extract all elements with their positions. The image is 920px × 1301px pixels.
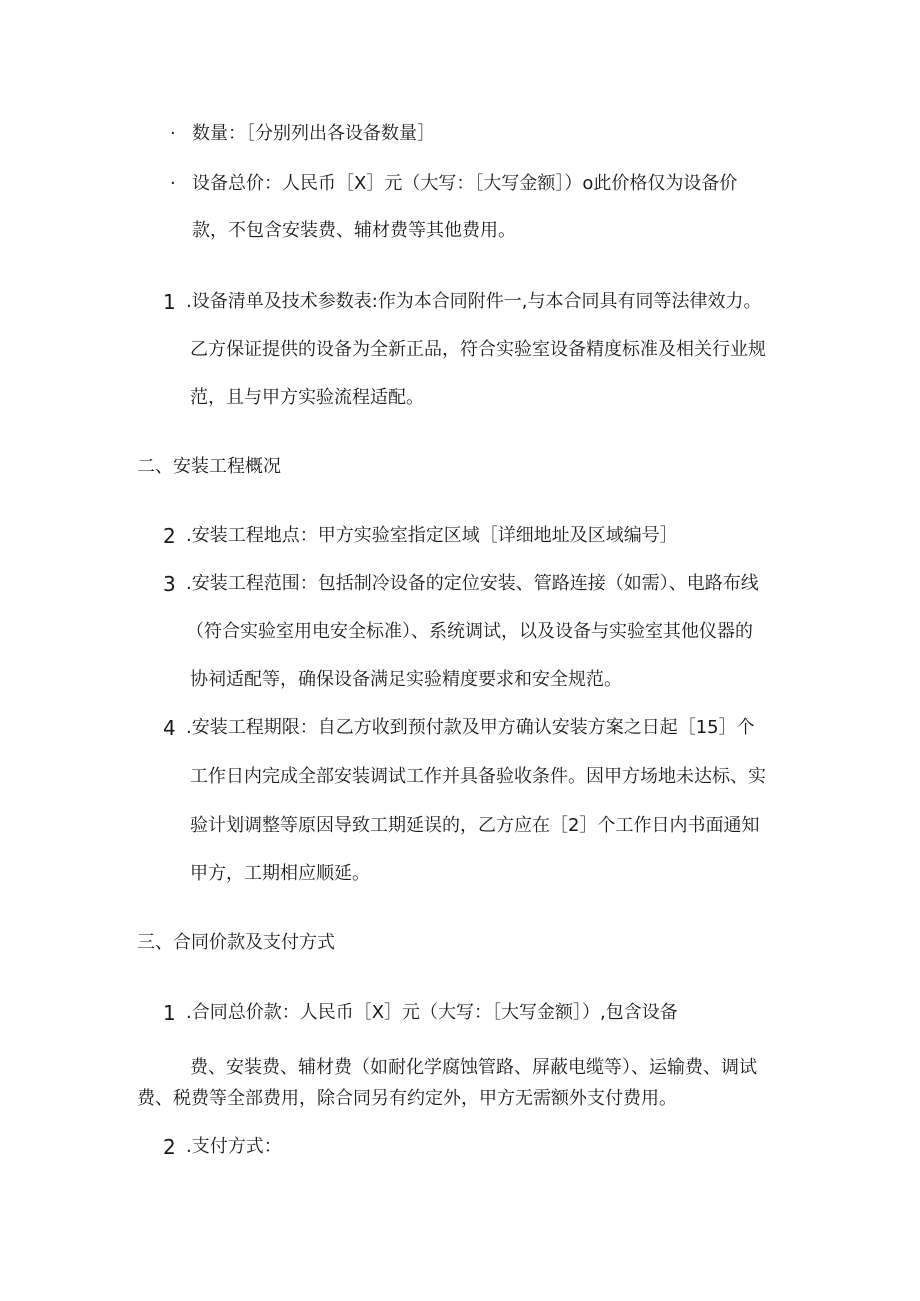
item-scope-cont: 协祠适配等，确保设备满足实验精度要求和安全规范。 xyxy=(190,669,622,690)
item-equipment-list-cont: 乙方保证提供的设备为全新正品，符合实验室设备精度标准及相关行业规 xyxy=(190,339,766,360)
bullet-marker: · xyxy=(170,173,176,194)
item-number: 1 xyxy=(163,1001,176,1025)
item-location: .安装工程地点：甲方实验室指定区域［详细地址及区域编号］ xyxy=(186,525,678,546)
item-number: 1 xyxy=(163,290,176,314)
bullet-quantity: 数量：［分别列出各设备数量］ xyxy=(192,123,435,144)
item-number: 4 xyxy=(163,716,176,740)
bullet-marker: · xyxy=(170,123,176,144)
item-equipment-list-cont: 范，且与甲方实验流程适配。 xyxy=(190,387,424,408)
item-period-cont: 甲方，工期相应顺延。 xyxy=(190,863,370,884)
bullet-total-price: 设备总价：人民币［X］元（大写：［大写金额］）o此价格仅为设备价 xyxy=(192,173,738,194)
item-number: 2 xyxy=(163,524,176,548)
section-heading: 二、安装工程概况 xyxy=(137,456,281,477)
section-heading: 三、合同价款及支付方式 xyxy=(137,932,335,953)
item-payment: .支付方式： xyxy=(186,1136,282,1157)
item-equipment-list: .设备清单及技术参数表:作为本合同附件一,与本合同具有同等法律效力。 xyxy=(186,291,762,312)
bullet-total-price-cont: 款，不包含安装费、辅材费等其他费用。 xyxy=(192,220,516,241)
item-price-cont: 费、税费等全部费用，除合同另有约定外，甲方无需额外支付费用。 xyxy=(137,1088,677,1109)
item-period: .安装工程期限：自乙方收到预付款及甲方确认安装方案之日起［15］个 xyxy=(186,717,755,738)
item-period-cont: 工作日内完成全部安装调试工作并具备验收条件。因甲方场地未达标、实 xyxy=(190,766,766,787)
item-scope: .安装工程范围：包括制冷设备的定位安装、管路连接（如需）、电路布线 xyxy=(186,573,759,594)
item-number: 2 xyxy=(163,1135,176,1159)
item-number: 3 xyxy=(163,572,176,596)
item-period-cont: 验计划调整等原因导致工期延误的，乙方应在［2］个工作日内书面通知 xyxy=(190,815,760,836)
item-scope-cont: （符合实验室用电安全标准）、系统调试，以及设备与实验室其他仪器的 xyxy=(186,621,753,642)
item-price-cont: 费、安装费、辅材费（如耐化学腐蚀管路、屏蔽电缆等）、运输费、调试 xyxy=(190,1057,757,1078)
item-price: .合同总价款：人民币［X］元（大写：［大写金额］）,包含设备 xyxy=(186,1002,678,1023)
